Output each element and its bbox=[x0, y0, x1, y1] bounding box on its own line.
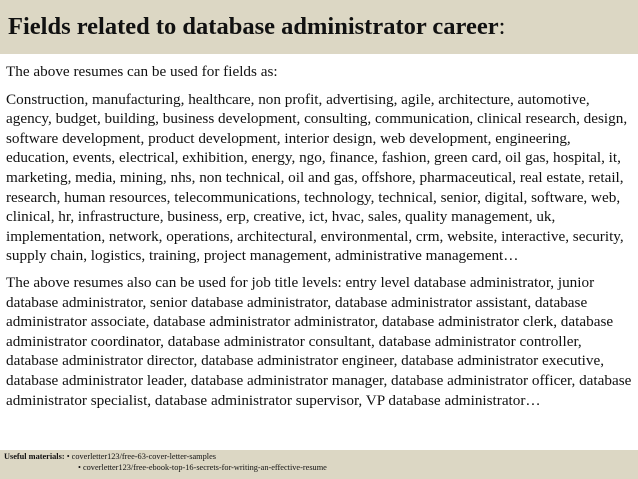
intro-paragraph: The above resumes can be used for fields as: bbox=[6, 63, 278, 80]
footer bbox=[4, 451, 327, 473]
footer-row-2 bbox=[4, 462, 327, 473]
slide-title-text: Fields related to database administrator career bbox=[8, 13, 499, 40]
footer-link-2[interactable]: • coverletter123/free-ebook-top-16-secrets-for-writing-an-effective-resume bbox=[78, 463, 327, 472]
slide-title-colon: : bbox=[498, 13, 506, 40]
footer-label: Useful materials: bbox=[4, 452, 65, 461]
slide-title bbox=[8, 13, 505, 41]
footer-link-1[interactable]: • coverletter123/free-63-cover-letter-samples bbox=[66, 452, 216, 461]
job-levels-paragraph: The above resumes also can be used for job title levels: entry level database administrator, junior database administrator, senior database administrator, database administrator assistant, database administrator associate, database administrator administrator, database administrator clerk, database administrator coordinator, database administrator consultant, database administrator controller, database administrator director, database administrator engineer, database administrator executive, database administrator leader, database administrator manager, database administrator officer, database administrator specialist, database administrator supervisor, VP database administrator… bbox=[6, 273, 632, 409]
footer-row-1 bbox=[4, 451, 327, 462]
fields-paragraph: Construction, manufacturing, healthcare, non profit, advertising, agile, architecture, automotive, agency, budget, building, business development, consulting, communication, clinical research, design, software development, product development, interior design, web development, engineering, education, events, electrical, exhibition, energy, ngo, finance, fashion, green card, oil gas, hospital, it, marketing, media, mining, nhs, non technical, oil and gas, offshore, pharmaceutical, real estate, retail, research, human resources, telecommunications, technology, technical, senior, digital, software, web, clinical, hr, infrastructure, business, erp, creative, ict, hvac, sales, quality management, uk, implementation, network, operations, architectural, environmental, crm, website, interactive, security, supply chain, logistics, training, project management, administrative management… bbox=[6, 90, 628, 265]
slide-body bbox=[6, 62, 634, 410]
